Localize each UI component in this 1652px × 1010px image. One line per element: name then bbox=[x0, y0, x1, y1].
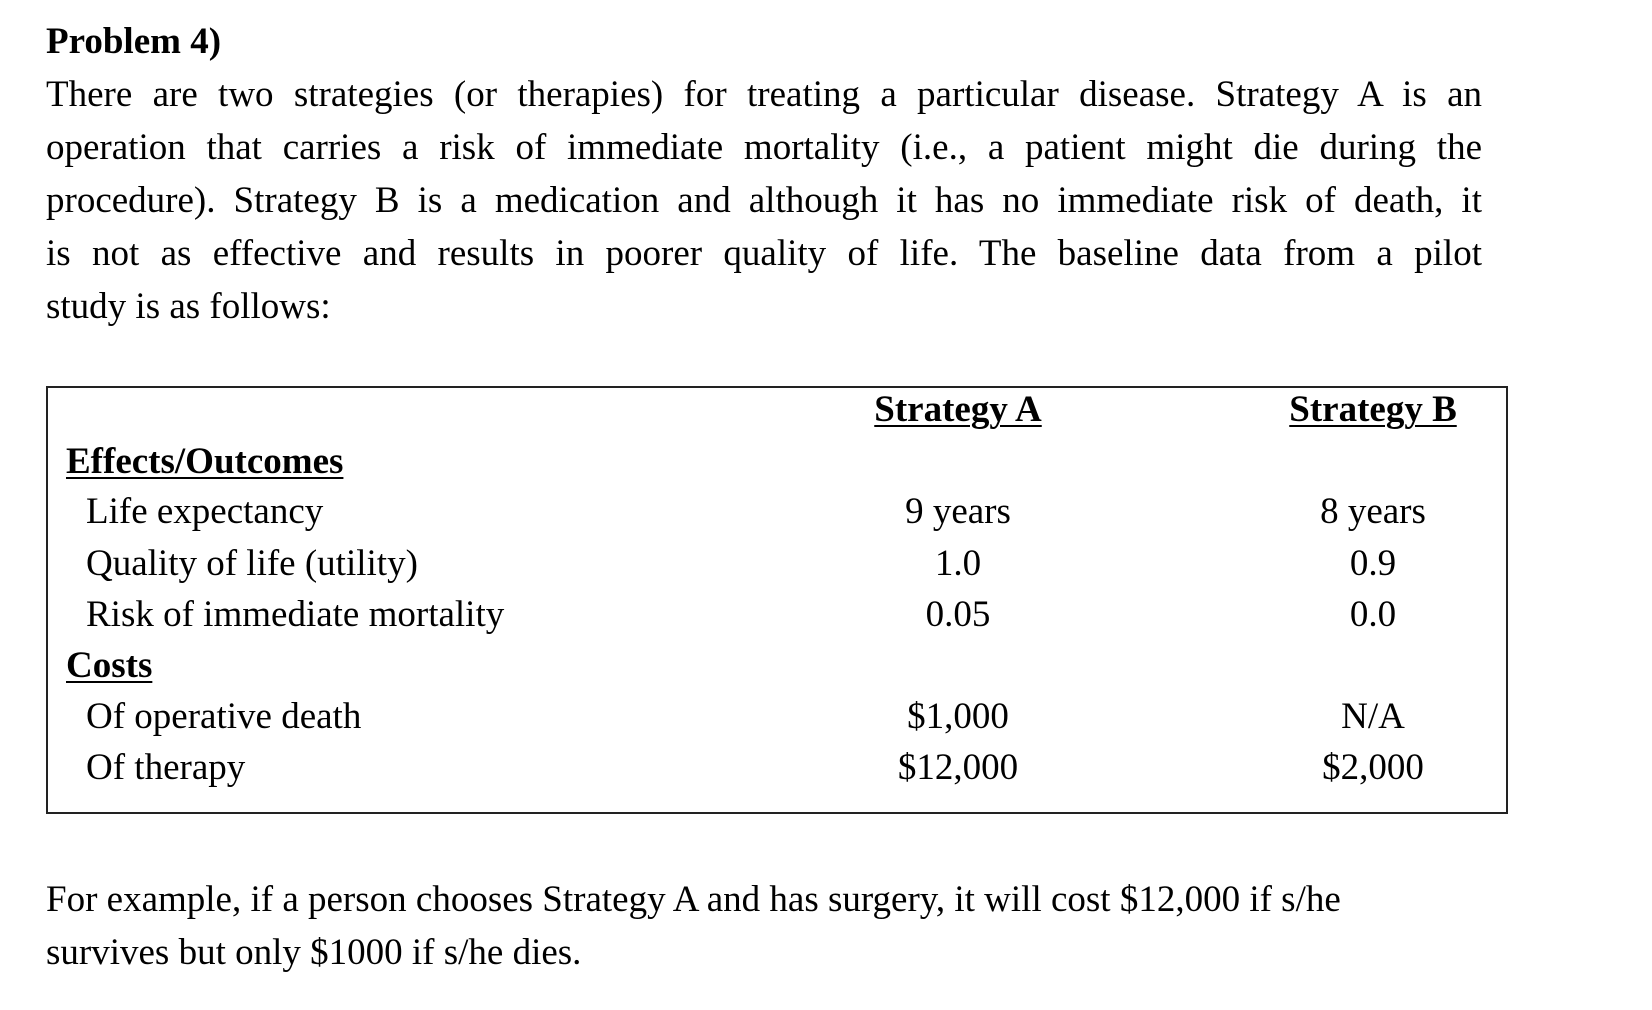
cell-therapy-b: $2,000 bbox=[1322, 747, 1424, 788]
example-paragraph bbox=[46, 873, 1482, 979]
cell-quality-of-life-a: 1.0 bbox=[934, 543, 982, 584]
header-strategy-a: Strategy A bbox=[874, 389, 1042, 430]
intro-line: operation that carries a risk of immediate mortality (i.e., a patient might die during the bbox=[46, 127, 1482, 168]
problem-title: Problem 4) bbox=[46, 21, 222, 62]
cell-life-expectancy-a: 9 years bbox=[905, 491, 1011, 532]
cell-operative-death-b: N/A bbox=[1341, 696, 1405, 737]
row-label-therapy: Of therapy bbox=[86, 747, 246, 788]
row-label-quality-of-life: Quality of life (utility) bbox=[86, 543, 418, 584]
intro-paragraph bbox=[46, 68, 1482, 333]
intro-line: procedure). Strategy B is a medication and although it has no immediate risk of death, it bbox=[46, 180, 1482, 221]
cell-operative-death-a: $1,000 bbox=[907, 696, 1009, 737]
section-costs: Costs bbox=[66, 645, 153, 686]
example-line: survives but only $1000 if s/he dies. bbox=[46, 932, 582, 973]
baseline-data-table bbox=[46, 386, 1508, 814]
cell-risk-of-mortality-a: 0.05 bbox=[925, 594, 991, 635]
intro-line: is not as effective and results in poorer quality of life. The baseline data from a pilot bbox=[46, 233, 1482, 274]
header-strategy-b: Strategy B bbox=[1289, 389, 1457, 430]
cell-risk-of-mortality-b: 0.0 bbox=[1349, 594, 1397, 635]
cell-life-expectancy-b: 8 years bbox=[1320, 491, 1426, 532]
section-effects-outcomes: Effects/Outcomes bbox=[66, 441, 344, 482]
intro-line: study is as follows: bbox=[46, 286, 331, 327]
row-label-operative-death: Of operative death bbox=[86, 696, 362, 737]
example-line: For example, if a person chooses Strategy A and has surgery, it will cost $12,000 if s/he bbox=[46, 879, 1341, 920]
cell-quality-of-life-b: 0.9 bbox=[1349, 543, 1397, 584]
row-label-risk-of-mortality: Risk of immediate mortality bbox=[86, 594, 505, 635]
cell-therapy-a: $12,000 bbox=[897, 747, 1019, 788]
intro-line: There are two strategies (or therapies) for treating a particular disease. Strategy A is an bbox=[46, 74, 1482, 115]
row-label-life-expectancy: Life expectancy bbox=[86, 491, 324, 532]
